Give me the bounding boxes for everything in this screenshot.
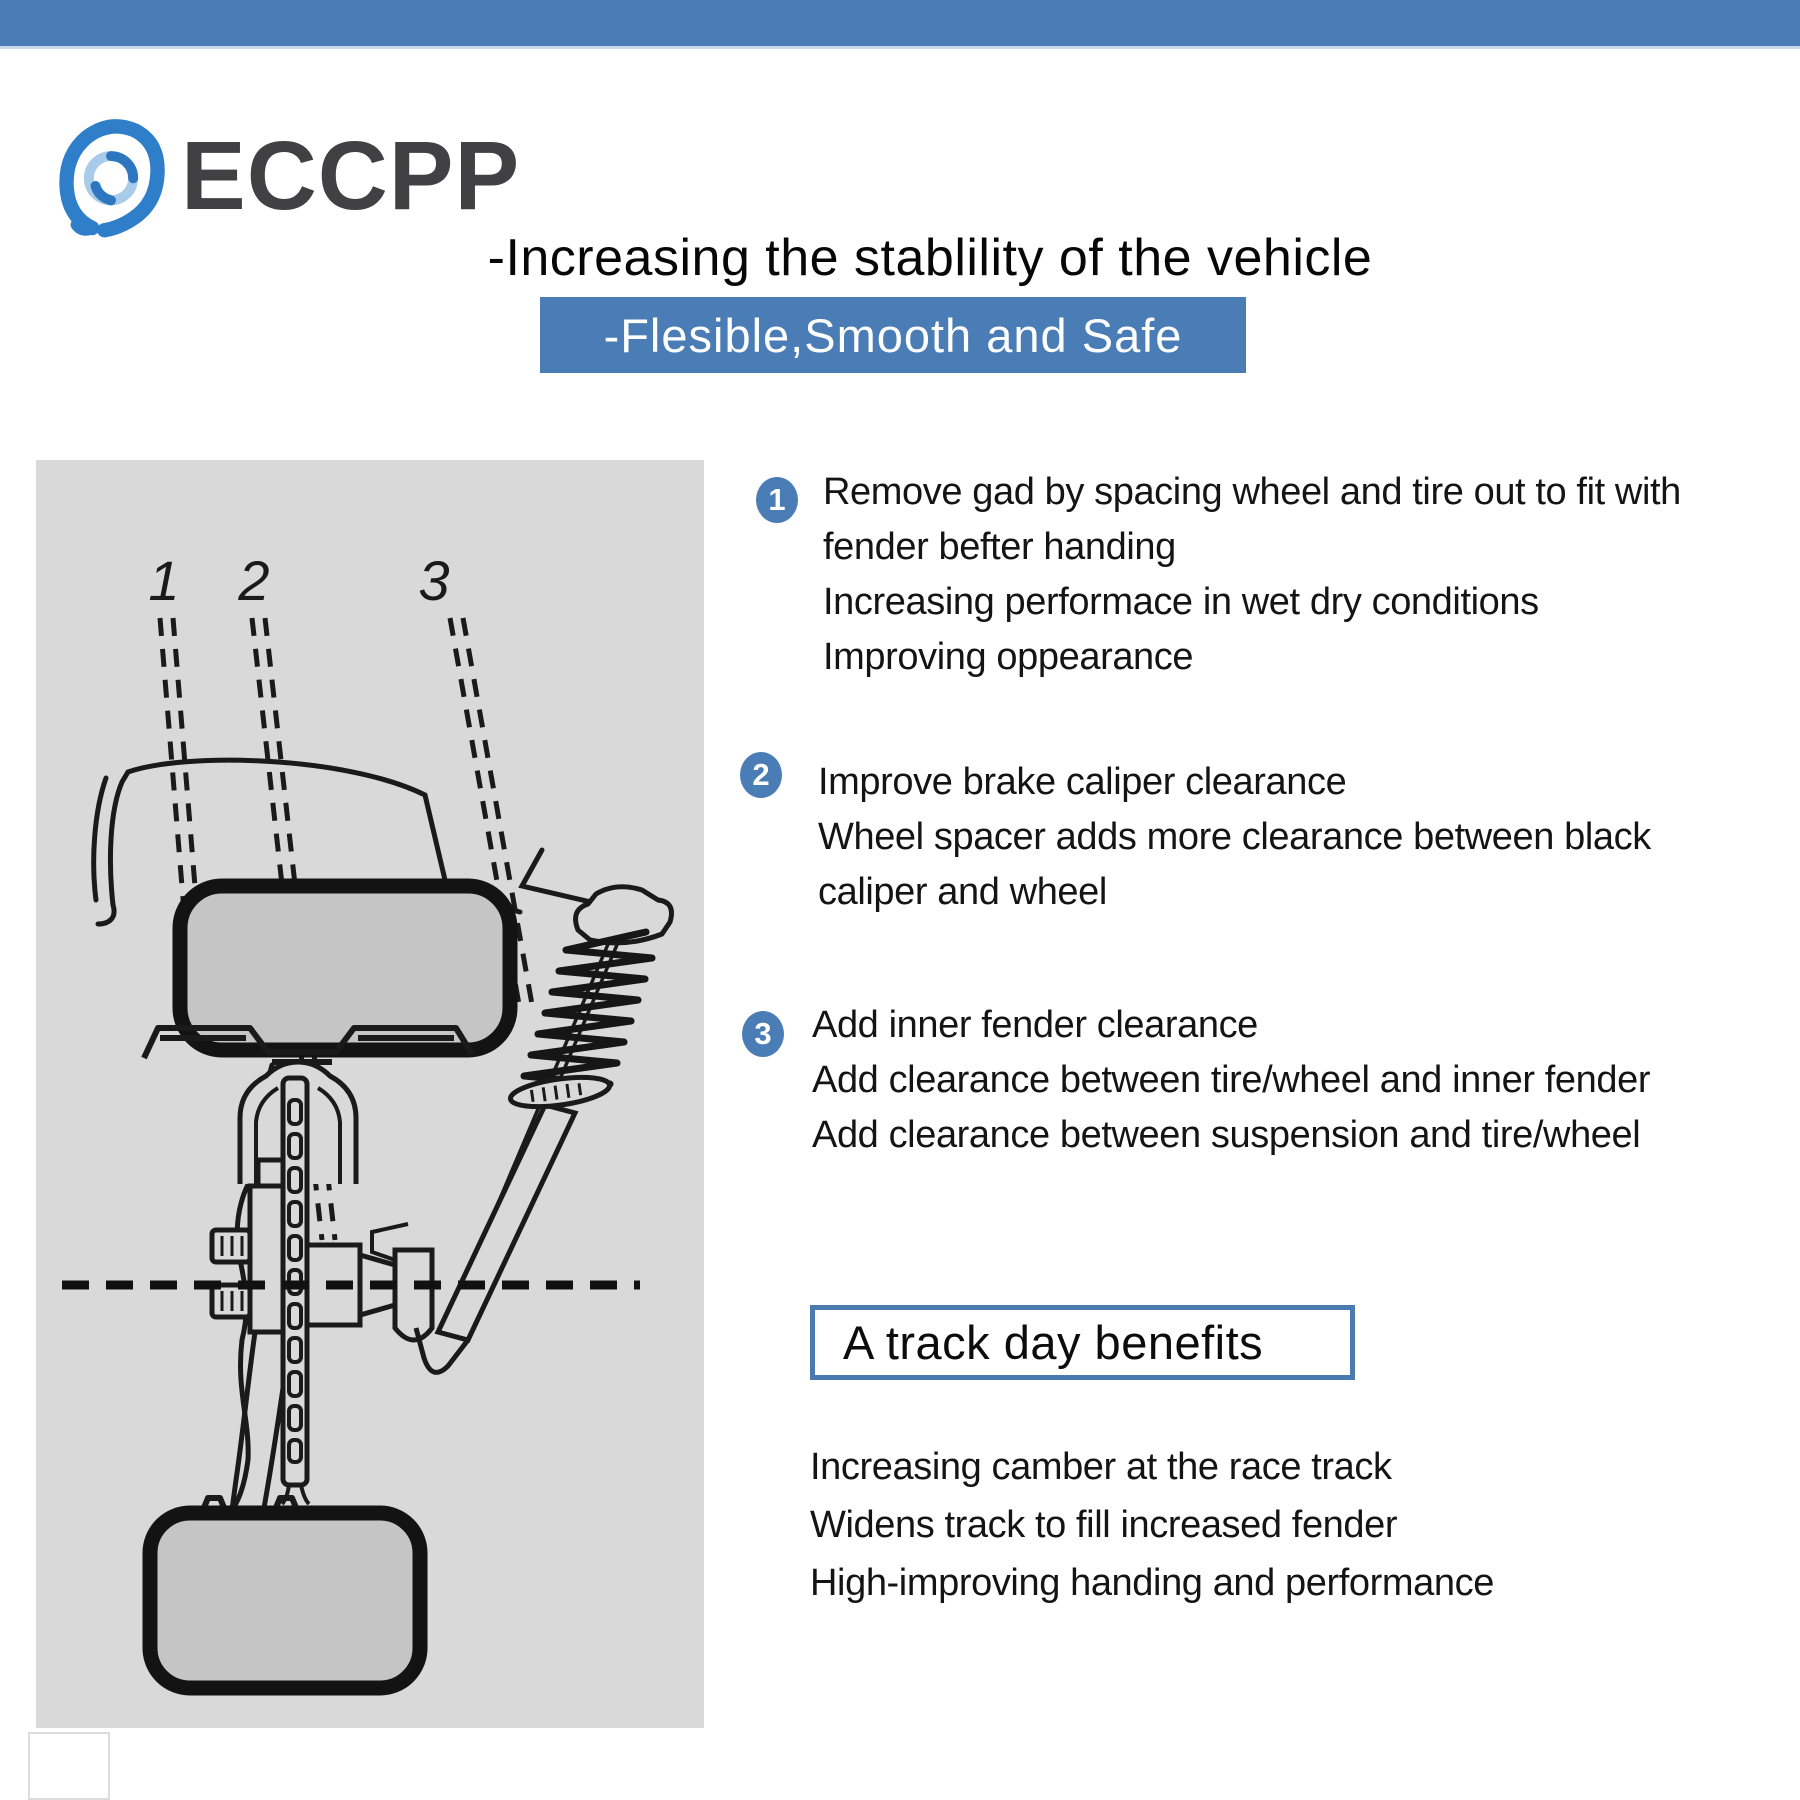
suspension-diagram — [36, 460, 704, 1728]
benefits-line-1: Increasing camber at the race track — [810, 1446, 1392, 1488]
coil-spring — [524, 932, 652, 1084]
page-title: -Increasing the stablility of the vehicle — [487, 229, 1373, 287]
diagram-label-2: 2 — [238, 549, 270, 612]
brand-wordmark: ECCPP — [181, 120, 521, 230]
step-2-line-3: caliper and wheel — [818, 871, 1107, 913]
step-1-line-2: fender befter handing — [823, 526, 1176, 568]
benefits-text — [810, 1438, 1494, 1612]
step-2-badge: 2 — [740, 752, 782, 798]
wheel-stud — [212, 1285, 250, 1317]
step-2-line-2: Wheel spacer adds more clearance between black — [818, 816, 1651, 858]
suspension-diagram-panel — [36, 460, 704, 1728]
step-1-line-3: Increasing performace in wet dry conditions — [823, 581, 1539, 623]
wheel-stud — [212, 1230, 250, 1262]
step-3-line-2: Add clearance between tire/wheel and inner fender — [812, 1059, 1651, 1101]
strut-body — [438, 1105, 575, 1340]
wheel-hub — [212, 1160, 283, 1332]
step-1-line-4: Improving oppearance — [823, 636, 1194, 678]
lower-tire — [150, 1513, 420, 1688]
axle-spindle — [307, 1224, 432, 1340]
step-2-text — [818, 755, 1651, 920]
step-3-line-1: Add inner fender clearance — [812, 1004, 1258, 1046]
step-2-line-1: Improve brake caliper clearance — [818, 761, 1347, 803]
step-1-text — [823, 465, 1681, 685]
brand-logo — [55, 108, 675, 243]
benefits-title-box — [810, 1305, 1355, 1380]
subtitle-banner — [540, 297, 1246, 373]
step-3-badge: 3 — [742, 1011, 784, 1057]
step-1-line-1: Remove gad by spacing wheel and tire out to fit with — [823, 471, 1681, 513]
corner-box — [28, 1732, 110, 1800]
subtitle-text: -Flesible,Smooth and Safe — [603, 308, 1183, 362]
brand-nut-icon — [55, 114, 167, 238]
diagram-label-1: 1 — [148, 549, 180, 612]
benefits-line-3: High-improving handing and performance — [810, 1562, 1494, 1604]
step-1-badge: 1 — [756, 477, 798, 523]
step-3-text — [812, 998, 1650, 1163]
benefits-title: A track day benefits — [843, 1316, 1264, 1369]
step-3-line-3: Add clearance between suspension and tire/wheel — [812, 1114, 1641, 1156]
benefits-line-2: Widens track to fill increased fender — [810, 1504, 1398, 1546]
diagram-label-3: 3 — [418, 549, 450, 612]
top-accent-bar — [0, 0, 1800, 49]
